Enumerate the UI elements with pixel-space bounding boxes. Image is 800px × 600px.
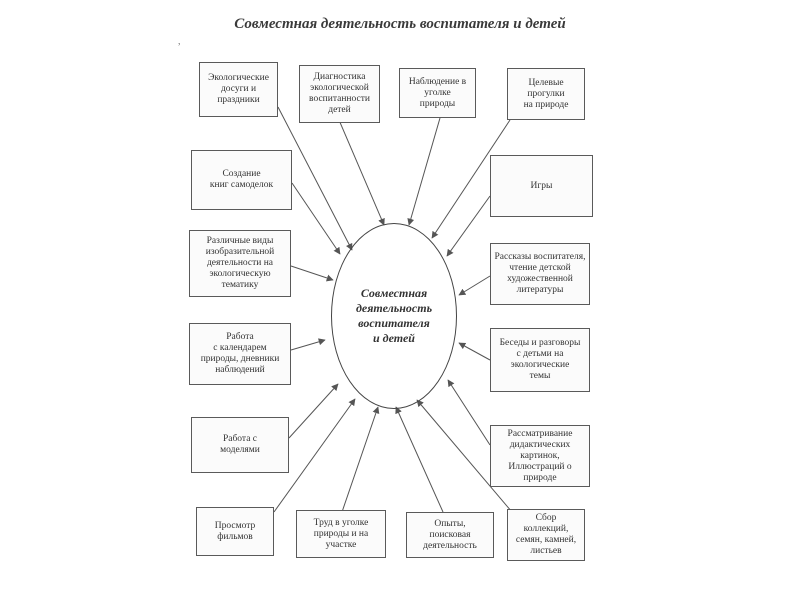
arrow-observation (409, 118, 440, 225)
central-node: Совместная деятельность воспитателя и детей (331, 223, 457, 409)
arrow-models (289, 384, 338, 438)
node-walks: Целевые прогулки на природе (507, 68, 585, 120)
node-models: Работа с моделями (191, 417, 289, 473)
arrow-books (292, 183, 340, 254)
node-pictures: Рассматривание дидактических картинок, Иллюстраций о природе (490, 425, 590, 487)
arrow-stories (459, 276, 490, 295)
node-diagnostics: Диагностика экологической воспитанности детей (299, 65, 380, 123)
arrow-talks (459, 343, 490, 360)
diagram-title: Совместная деятельность воспитателя и детей (234, 16, 566, 32)
node-books: Создание книг самоделок (191, 150, 292, 210)
node-games: Игры (490, 155, 593, 217)
node-eco-leisure: Экологические досуги и праздники (199, 62, 278, 117)
node-calendar: Работа с календарем природы, дневники наблюдений (189, 323, 291, 385)
node-talks: Беседы и разговоры с детьми на экологические темы (490, 328, 590, 392)
arrow-art (291, 266, 333, 280)
node-stories: Рассказы воспитателя, чтение детской художественной литературы (490, 243, 590, 305)
arrow-calendar (291, 340, 325, 350)
node-collections: Сбор коллекций, семян, камней, листьев (507, 509, 585, 561)
node-art: Различные виды изобразительной деятельности на экологическую тематику (189, 230, 291, 297)
arrow-diagnostics (339, 120, 384, 225)
arrow-labor (342, 407, 378, 512)
node-observation: Наблюдение в уголке природы (399, 68, 476, 118)
node-labor: Труд в уголке природы и на участке (296, 510, 386, 558)
arrow-pictures (448, 380, 490, 445)
scan-mark: , (178, 36, 181, 47)
node-films: Просмотр фильмов (196, 507, 274, 556)
node-experiments: Опыты, поисковая деятельность (406, 512, 494, 558)
